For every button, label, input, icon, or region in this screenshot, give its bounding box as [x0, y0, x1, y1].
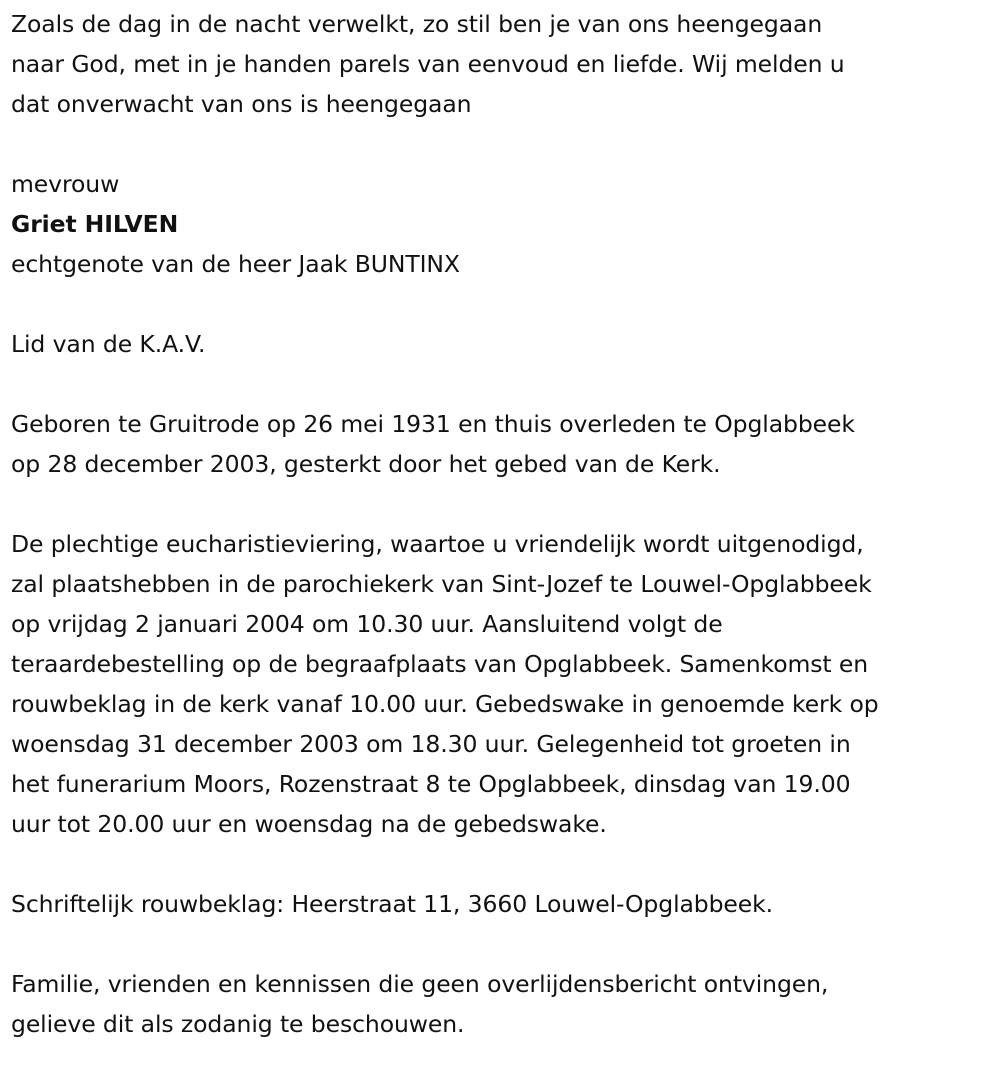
paragraph-spacer — [11, 844, 989, 884]
ceremony-line: rouwbeklag in de kerk vanaf 10.00 uur. Gebedswake in genoemde kerk op — [11, 690, 879, 718]
spouse-line: echtgenote van de heer Jaak BUNTINX — [11, 250, 460, 278]
ceremony-paragraph — [11, 524, 989, 844]
closing-paragraph — [11, 964, 989, 1044]
title-prefix: mevrouw — [11, 170, 120, 198]
ceremony-line: teraardebestelling op de begraafplaats van Opglabbeek. Samenkomst en — [11, 650, 869, 678]
paragraph-spacer — [11, 124, 989, 164]
paragraph-spacer — [11, 484, 989, 524]
ceremony-line: op vrijdag 2 januari 2004 om 10.30 uur. Aansluitend volgt de — [11, 610, 723, 638]
intro-line: dat onverwacht van ons is heengegaan — [11, 90, 472, 118]
ceremony-line: uur tot 20.00 uur en woensdag na de gebedswake. — [11, 810, 607, 838]
paragraph-spacer — [11, 364, 989, 404]
ceremony-line: het funerarium Moors, Rozenstraat 8 te Opglabbeek, dinsdag van 19.00 — [11, 770, 851, 798]
closing-line: gelieve dit als zodanig te beschouwen. — [11, 1010, 465, 1038]
birth-paragraph — [11, 404, 989, 484]
ceremony-line: De plechtige eucharistieviering, waartoe u vriendelijk wordt uitgenodigd, — [11, 530, 864, 558]
deceased-name: Griet HILVEN — [11, 210, 179, 238]
ceremony-line: woensdag 31 december 2003 om 18.30 uur. Gelegenheid tot groeten in — [11, 730, 851, 758]
intro-line: naar God, met in je handen parels van eenvoud en liefde. Wij melden u — [11, 50, 845, 78]
paragraph-spacer — [11, 284, 989, 324]
paragraph-spacer — [11, 924, 989, 964]
membership-line: Lid van de K.A.V. — [11, 330, 206, 358]
closing-line: Familie, vrienden en kennissen die geen overlijdensbericht ontvingen, — [11, 970, 829, 998]
intro-line: Zoals de dag in de nacht verwelkt, zo stil ben je van ons heengegaan — [11, 10, 823, 38]
birth-line: op 28 december 2003, gesterkt door het gebed van de Kerk. — [11, 450, 721, 478]
intro-paragraph — [11, 4, 989, 124]
condolence-address: Schriftelijk rouwbeklag: Heerstraat 11, 3660 Louwel-Opglabbeek. — [11, 890, 774, 918]
ceremony-line: zal plaatshebben in de parochiekerk van Sint-Jozef te Louwel-Opglabbeek — [11, 570, 872, 598]
birth-line: Geboren te Gruitrode op 26 mei 1931 en thuis overleden te Opglabbeek — [11, 410, 855, 438]
